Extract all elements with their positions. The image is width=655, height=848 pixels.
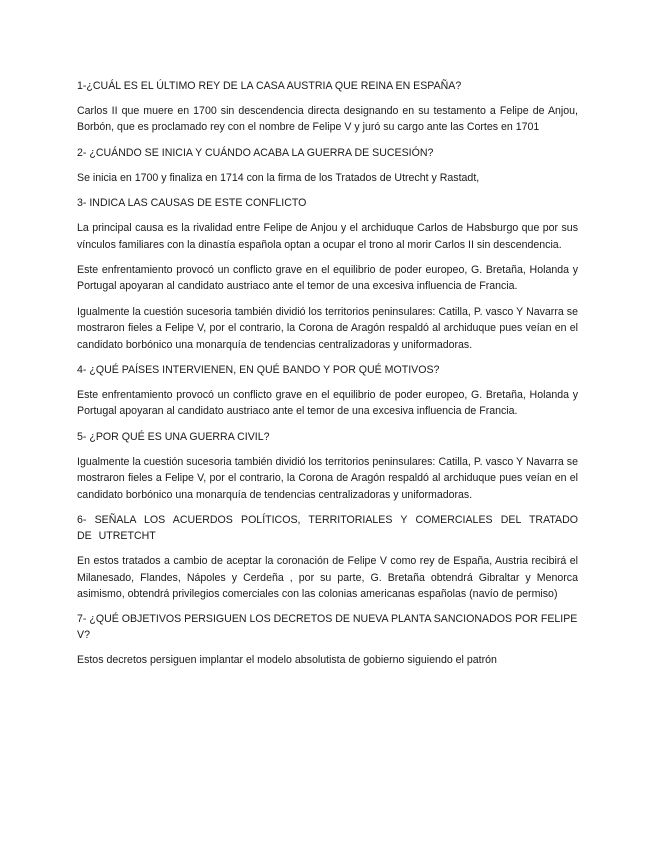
question-4: 4- ¿QUÉ PAÍSES INTERVIENEN, EN QUÉ BANDO Y POR QUÉ MOTIVOS? [77, 364, 440, 377]
answer-3-paragraph-3: Igualmente la cuestión sucesoria también dividió los territorios peninsulares: Catilla, P. vasco Y Navarra se mostraron fieles a Felipe V, por el contrario, la Corona de Aragón respaldó al archiduque pues veían en el candidato borbónico una monarquía de tendencias centralizadoras y uniformadoras. [77, 305, 578, 351]
question-3: 3- INDICA LAS CAUSAS DE ESTE CONFLICTO [77, 197, 307, 210]
answer-6: En estos tratados a cambio de aceptar la coronación de Felipe V como rey de España, Austria recibirá el Milanesado, Flandes, Nápoles y Cerdeña , por su parte, G. Bretaña obtendrá Gibraltar y Menorca asimismo, obtendrá privilegios comerciales con las colonias americanas españolas (navío de permiso) [77, 555, 578, 600]
answer-4: Este enfrentamiento provocó un conflicto grave en el equilibrio de poder europeo, G. Bretaña, Holanda y Portugal apoyaran al candidato austriaco ante el temor de una excesiva influencia de Francia. [77, 389, 578, 418]
answer-1: Carlos II que muere en 1700 sin descendencia directa designando en su testamento a Felipe de Anjou, Borbón, que es proclamado rey con el nombre de Felipe V y juró su cargo ante las Cortes en 1701 [77, 105, 578, 134]
question-5: 5- ¿POR QUÉ ES UNA GUERRA CIVIL? [77, 430, 270, 443]
question-7: 7- ¿QUÉ OBJETIVOS PERSIGUEN LOS DECRETOS DE NUEVA PLANTA SANCIONADOS POR FELIPE V? [77, 613, 578, 642]
question-1: 1-¿CUÁL ES EL ÚLTIMO REY DE LA CASA AUSTRIA QUE REINA EN ESPAÑA? [77, 80, 462, 92]
answer-3-paragraph-1: La principal causa es la rivalidad entre Felipe de Anjou y el archiduque Carlos de Habsburgo que por sus vínculos familiares con la dinastía española optan a ocupar el trono al morir Carlos II sin descendencia. [77, 222, 578, 251]
question-6: 6- SEÑALA LOS ACUERDOS POLÍTICOS, TERRITORIALES Y COMERCIALES DEL TRATADO DE UTRETCHT [77, 514, 578, 543]
answer-7: Estos decretos persiguen implantar el modelo absolutista de gobierno siguiendo el patrón [77, 654, 497, 667]
answer-3-paragraph-2: Este enfrentamiento provocó un conflicto grave en el equilibrio de poder europeo, G. Bretaña, Holanda y Portugal apoyaran al candidato austriaco ante el temor de una excesiva influencia de Francia. [77, 264, 578, 293]
question-2: 2- ¿CUÁNDO SE INICIA Y CUÁNDO ACABA LA GUERRA DE SUCESIÓN? [77, 146, 434, 159]
answer-2: Se inicia en 1700 y finaliza en 1714 con la firma de los Tratados de Utrecht y Rastadt, [77, 171, 480, 184]
document-page [77, 78, 578, 678]
answer-5: Igualmente la cuestión sucesoria también dividió los territorios peninsulares: Catilla, P. vasco Y Navarra se mostraron fieles a Felipe V, por el contrario, la Corona de Aragón respaldó al archiduque pues veían en el candidato borbónico una monarquía de tendencias centralizadoras y uniformadoras. [77, 455, 578, 501]
